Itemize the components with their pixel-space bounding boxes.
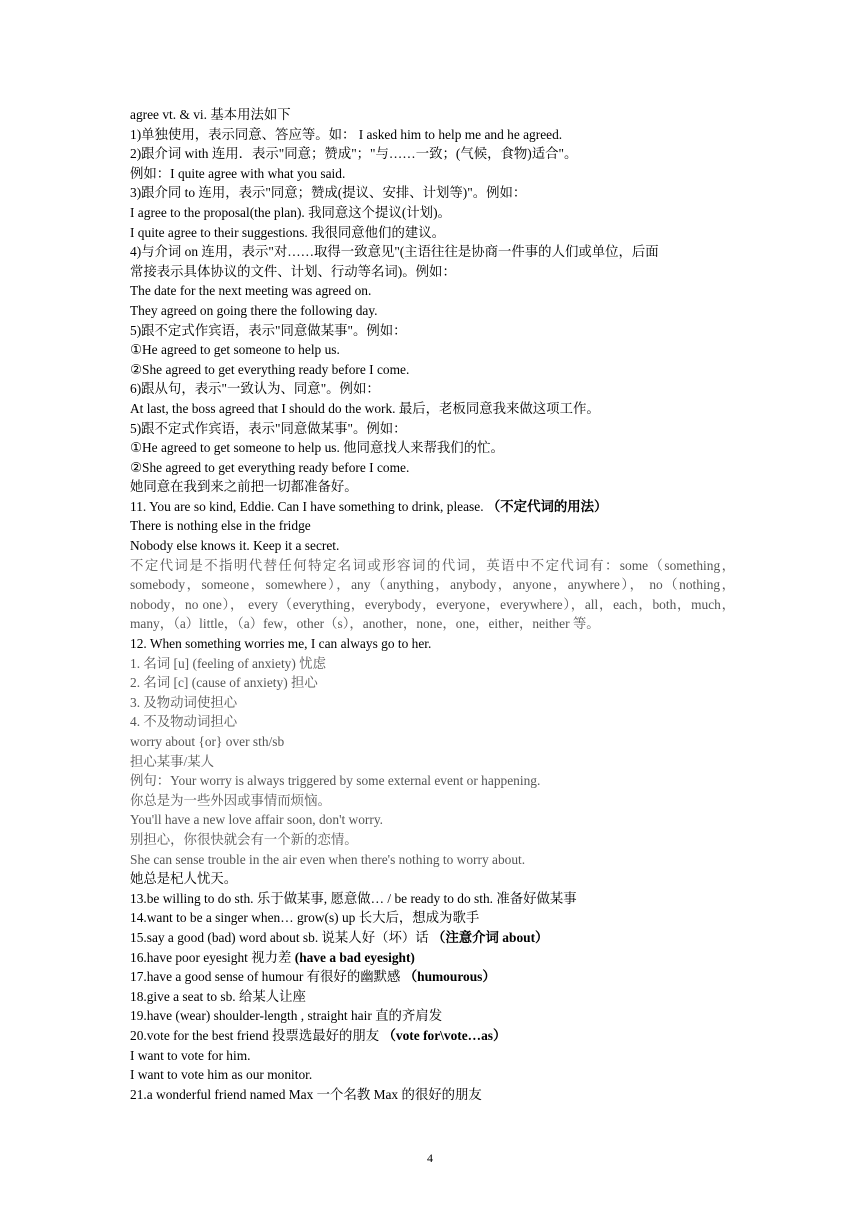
line-text: 12. When something worries me, I can always go to her.: [130, 636, 432, 652]
line-text: ②She agreed to get everything ready before I come.: [130, 361, 410, 377]
line-text: I want to vote him as our monitor.: [130, 1067, 313, 1083]
text-line: [130, 419, 735, 439]
line-text: They agreed on going there the following day.: [130, 302, 378, 318]
text-line: [130, 105, 735, 125]
text-line: [130, 928, 735, 948]
text-line: [130, 967, 735, 987]
line-text: 5)跟不定式作宾语，表示"同意做某事"。例如：: [130, 322, 407, 338]
text-line: [130, 399, 735, 419]
line-text: 4)与介词 on 连用，表示"对……取得一致意见"(主语往往是协商一件事的人们或单位，后面: [130, 244, 659, 260]
text-line: [130, 1065, 735, 1085]
text-line: [130, 1085, 735, 1105]
text-line: [130, 850, 735, 870]
text-line: [130, 164, 735, 184]
line-text: I quite agree to their suggestions. 我很同意他们的建议。: [130, 224, 446, 240]
line-text: 你总是为一些外因或事情而烦恼。: [130, 792, 331, 808]
line-text: 4. 不及物动词担心: [130, 714, 238, 730]
line-text: 例句：Your worry is always triggered by some external event or happening.: [130, 773, 541, 789]
text-line: [130, 1046, 735, 1066]
text-line: [130, 223, 735, 243]
line-text: 3)跟介同 to 连用，表示"同意；赞成(提议、安排、计划等)"。例如：: [130, 185, 527, 201]
line-text: 6)跟从句，表示"一致认为、同意"。例如：: [130, 381, 380, 397]
text-block-2: [130, 634, 735, 1104]
text-line: [130, 1006, 735, 1026]
text-line: [130, 340, 735, 360]
text-line: [130, 732, 735, 752]
text-line: [130, 810, 735, 830]
text-line: [130, 752, 735, 772]
line-text: 16.have poor eyesight 视力差: [130, 949, 295, 965]
line-text: I want to vote for him.: [130, 1047, 251, 1063]
text-line: [130, 693, 735, 713]
text-line: [130, 791, 735, 811]
text-line: [130, 477, 735, 497]
text-line: [130, 771, 735, 791]
text-line: [130, 458, 735, 478]
text-line: [130, 360, 735, 380]
text-line: [130, 497, 735, 517]
text-line: [130, 321, 735, 341]
text-line: [130, 144, 735, 164]
line-text: Nobody else knows it. Keep it a secret.: [130, 538, 340, 554]
line-text: 她同意在我到来之前把一切都准备好。: [130, 479, 358, 495]
text-line: [130, 830, 735, 850]
line-text: 18.give a seat to sb. 给某人让座: [130, 988, 306, 1004]
text-line: [130, 125, 735, 145]
text-line: [130, 262, 735, 282]
text-line: [130, 889, 735, 909]
text-line: [130, 242, 735, 262]
line-text: 2)跟介词 with 连用．表示"同意；赞成"；"与……一致；(气候，食物)适合"。: [130, 146, 578, 162]
line-text: ①He agreed to get someone to help us.: [130, 342, 340, 358]
text-line: [130, 183, 735, 203]
text-line: [130, 948, 735, 968]
line-text: 别担心，你很快就会有一个新的恋情。: [130, 831, 358, 847]
text-line: [130, 203, 735, 223]
text-line: [130, 673, 735, 693]
line-text: 13.be willing to do sth. 乐于做某事, 愿意做… / be ready to do sth. 准备好做某事: [130, 890, 577, 906]
bold-note: (have a bad eyesight): [294, 949, 415, 965]
line-text: worry about {or} over sth/sb: [130, 734, 285, 749]
text-line: [130, 438, 735, 458]
line-text: 1. 名词 [u] (feeling of anxiety) 忧虑: [130, 655, 326, 671]
line-text: 21.a wonderful friend named Max 一个名教 Max 的很好的朋友: [130, 1086, 482, 1102]
line-text: 17.have a good sense of humour 有很好的幽默感: [130, 969, 404, 985]
line-text: 5)跟不定式作宾语，表示"同意做某事"。例如：: [130, 420, 407, 436]
bold-note: （注意介词 about）: [432, 929, 549, 945]
line-text: 1)单独使用，表示同意、答应等。如： I asked him to help me and he agreed.: [130, 126, 563, 142]
line-text: 2. 名词 [c] (cause of anxiety) 担心: [130, 675, 318, 691]
text-line: [130, 712, 735, 732]
line-text: At last, the boss agreed that I should do the work. 最后，老板同意我来做这项工作。: [130, 400, 600, 416]
text-block-1: [130, 105, 735, 556]
line-text: The date for the next meeting was agreed on.: [130, 283, 372, 299]
line-text: I agree to the proposal(the plan). 我同意这个提议(计划)。: [130, 204, 451, 220]
bold-note: （humourous）: [403, 969, 496, 985]
line-text: 11. You are so kind, Eddie. Can I have something to drink, please.: [130, 498, 487, 514]
text-line: [130, 908, 735, 928]
line-text: agree vt. & vi. 基本用法如下: [130, 107, 291, 122]
document-body: [130, 105, 735, 1104]
line-text: 14.want to be a singer when… grow(s) up 长大后，想成为歌手: [130, 910, 480, 926]
text-line: [130, 516, 735, 536]
text-line: [130, 1026, 735, 1046]
line-text: 常接表示具体协议的文件、计划、行动等名词)。例如：: [130, 263, 456, 279]
bold-note: （vote for\vote…as）: [382, 1027, 507, 1043]
line-text: She can sense trouble in the air even when there's nothing to worry about.: [130, 851, 526, 867]
text-line: [130, 301, 735, 321]
line-text: ②She agreed to get everything ready before I come.: [130, 459, 410, 475]
line-text: 19.have (wear) shoulder-length , straight hair 直的齐肩发: [130, 1008, 443, 1024]
line-text: 例如：I quite agree with what you said.: [130, 165, 346, 181]
text-line: [130, 654, 735, 674]
line-text: 担心某事/某人: [130, 753, 215, 769]
text-line: [130, 379, 735, 399]
line-text: 她总是杞人忧天。: [130, 871, 238, 887]
text-line: [130, 536, 735, 556]
text-line: [130, 987, 735, 1007]
page-number: 4: [427, 1151, 433, 1165]
line-text: 20.vote for the best friend 投票选最好的朋友: [130, 1027, 383, 1043]
text-line: [130, 869, 735, 889]
line-text: You'll have a new love affair soon, don't worry.: [130, 812, 384, 828]
line-text: 3. 及物动词使担心: [130, 694, 238, 710]
line-text: 15.say a good (bad) word about sb. 说某人好（坏）话: [130, 929, 432, 945]
line-text: There is nothing else in the fridge: [130, 518, 311, 534]
indefinite-pronoun-paragraph: 不定代词是不指明代替任何特定名词或形容词的代词，英语中不定代词有：some（something，somebody，someone，somewhere），any（anything，anybody，anyone，anywhere）， no（nothing，nobody，no one）， every（everything，everybody，everyone，everywhere），all，each，both，much，many，（a）little，（a）few，other（s），another，none，one，either，neither 等。: [130, 557, 735, 632]
bold-note: （不定代词的用法）: [486, 498, 608, 514]
text-line: [130, 634, 735, 654]
line-text: ①He agreed to get someone to help us. 他同意找人来帮我们的忙。: [130, 440, 504, 456]
text-line: [130, 281, 735, 301]
